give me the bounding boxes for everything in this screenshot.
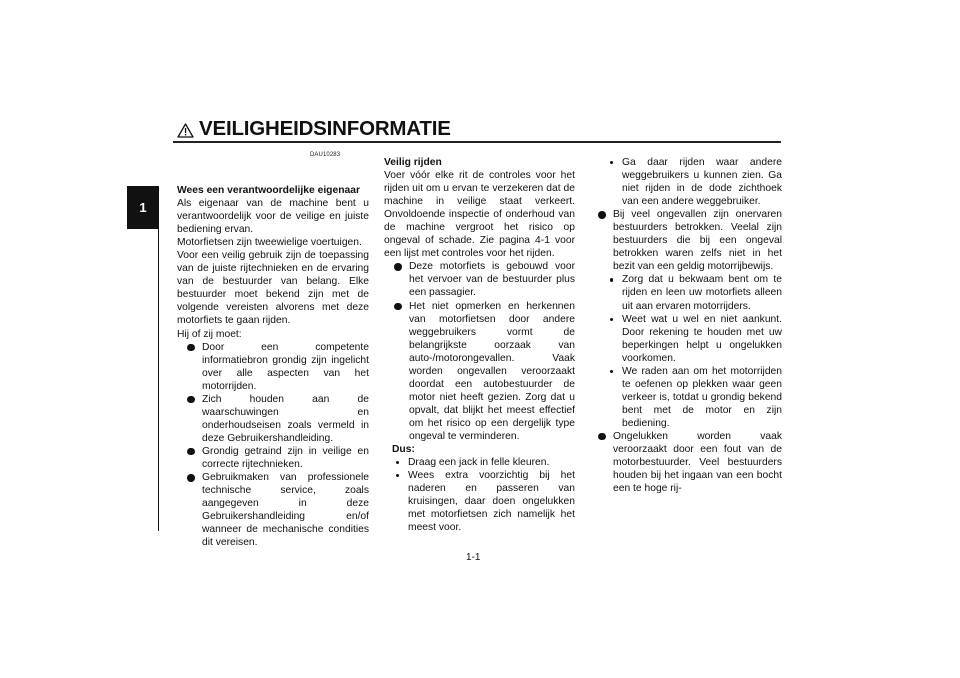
header-rule — [173, 141, 781, 143]
bullet-list — [596, 208, 782, 273]
small-bullet-icon — [610, 161, 613, 164]
list-item: Deze motorfiets is gebouwd voor het vervoer van de bestuurder plus een passagier. — [392, 260, 575, 299]
paragraph: Voor een veilig gebruik zijn de toepassing van de juiste rijtechnieken en de ervaring van de bestuurder van belang. Elke bestuurder moet bekend zijn met de volgende vereisten alvorens met deze motorfiets te gaan rijden. — [177, 250, 369, 327]
sub-bullet-list — [596, 156, 782, 208]
list-item: Door een competente informatiebron grondig zijn ingelicht over alle aspecten van het motorrijden. — [185, 341, 369, 393]
sub-list-item: Weet wat u wel en niet aankunt. Door rekening te houden met uw beperkingen helpt u ongelukken voorkomen. — [606, 313, 782, 365]
bullet-dot-icon — [598, 433, 606, 441]
bullet-list — [177, 341, 369, 550]
bullet-dot-icon — [187, 474, 195, 482]
page-header — [173, 116, 781, 146]
sub-bullet-list — [596, 273, 782, 430]
bullet-dot-icon — [598, 211, 606, 219]
warning-triangle-icon — [177, 123, 194, 138]
page-title: VEILIGHEIDSINFORMATIE — [199, 117, 451, 140]
paragraph: Hij of zij moet: — [177, 328, 242, 340]
sub-list-item: Draag een jack in felle kleuren. — [392, 456, 575, 469]
list-item: Grondig getraind zijn in veilige en correcte rijtechnieken. — [185, 445, 369, 471]
bullet-list — [384, 260, 575, 443]
column-1 — [177, 184, 369, 549]
bullet-dot-icon — [187, 448, 195, 456]
paragraph: Als eigenaar van de machine bent u verantwoordelijk voor de veilige en juiste bediening ervan. — [177, 198, 369, 236]
list-item: Ongelukken worden vaak veroorzaakt door een fout van de motorbestuurder. Veel bestuurders houden bij het ingaan van een bocht een te hoge rij- — [596, 430, 782, 495]
reference-code: DAU10283 — [310, 152, 341, 158]
list-item: Zich houden aan de waarschuwingen en onderhoudseisen zoals vermeld in deze Gebruikershandleiding. — [185, 393, 369, 445]
small-bullet-icon — [610, 370, 613, 373]
sub-list-item: Zorg dat u bekwaam bent om te rijden en leen uw motorfiets alleen uit aan ervaren motorrijders. — [606, 273, 782, 312]
bullet-dot-icon — [187, 344, 195, 352]
small-bullet-icon — [610, 318, 613, 321]
column-2 — [384, 156, 575, 534]
small-bullet-icon — [396, 461, 399, 464]
sub-bullet-list — [384, 456, 575, 534]
small-bullet-icon — [610, 278, 613, 281]
dus-label: Dus: — [392, 444, 415, 456]
list-item: Gebruikmaken van professionele technische service, zoals aangegeven in deze Gebruikershandleiding en/of wanneer de mechanische condities dit vereisen. — [185, 471, 369, 549]
column-3 — [596, 156, 782, 495]
bullet-dot-icon — [394, 303, 402, 311]
chapter-rule — [158, 186, 159, 531]
bullet-list — [596, 430, 782, 495]
list-item: Bij veel ongevallen zijn onervaren bestuurders betrokken. Veelal zijn bestuurders die bij een ongeval betrokken waren zelfs niet in het bezit van een geldig motorrijbewijs. — [596, 208, 782, 273]
sub-list-item: We raden aan om het motorrijden te oefenen op plekken waar geen verkeer is, totdat u grondig bekend bent met de motor en zijn bediening. — [606, 365, 782, 430]
list-item: Het niet opmerken en herkennen van motorfietsen door andere weggebruikers vormt de belangrijkste oorzaak van auto-/motorongevallen. Vaak worden ongevallen veroorzaakt doordat een autobestuurder de motor niet heeft gezien. Zorg dat u opvalt, dat blijkt het meest effectief om het risico op een dergelijk type ongeval te verminderen. — [392, 300, 575, 444]
paragraph: Voer vóór elke rit de controles voor het rijden uit om u ervan te verzekeren dat de machine in veilige staat verkeert. Onvoldoende inspectie of onderhoud van de machine vergroot het risico op ongeval of schade. Zie pagina 4-1 voor een lijst met controles voor het rijden. — [384, 170, 575, 260]
paragraph: Motorfietsen zijn tweewielige voertuigen. — [177, 237, 362, 249]
sub-list-item: Wees extra voorzichtig bij het naderen en passeren van kruisingen, daar doen ongelukken met motorfietsen zich namelijk het meest voor. — [392, 469, 575, 534]
page-number: 1-1 — [466, 552, 481, 563]
sub-list-item: Ga daar rijden waar andere weggebruikers u kunnen zien. Ga niet rijden in de dode zichthoek van een andere weggebruiker. — [606, 156, 782, 208]
section-heading-owner: Wees een verantwoordelijke eigenaar — [177, 185, 360, 196]
bullet-dot-icon — [394, 263, 402, 271]
chapter-tab: 1 — [127, 186, 159, 229]
section-heading-safe-riding: Veilig rijden — [384, 157, 442, 168]
small-bullet-icon — [396, 474, 399, 477]
bullet-dot-icon — [187, 396, 195, 404]
